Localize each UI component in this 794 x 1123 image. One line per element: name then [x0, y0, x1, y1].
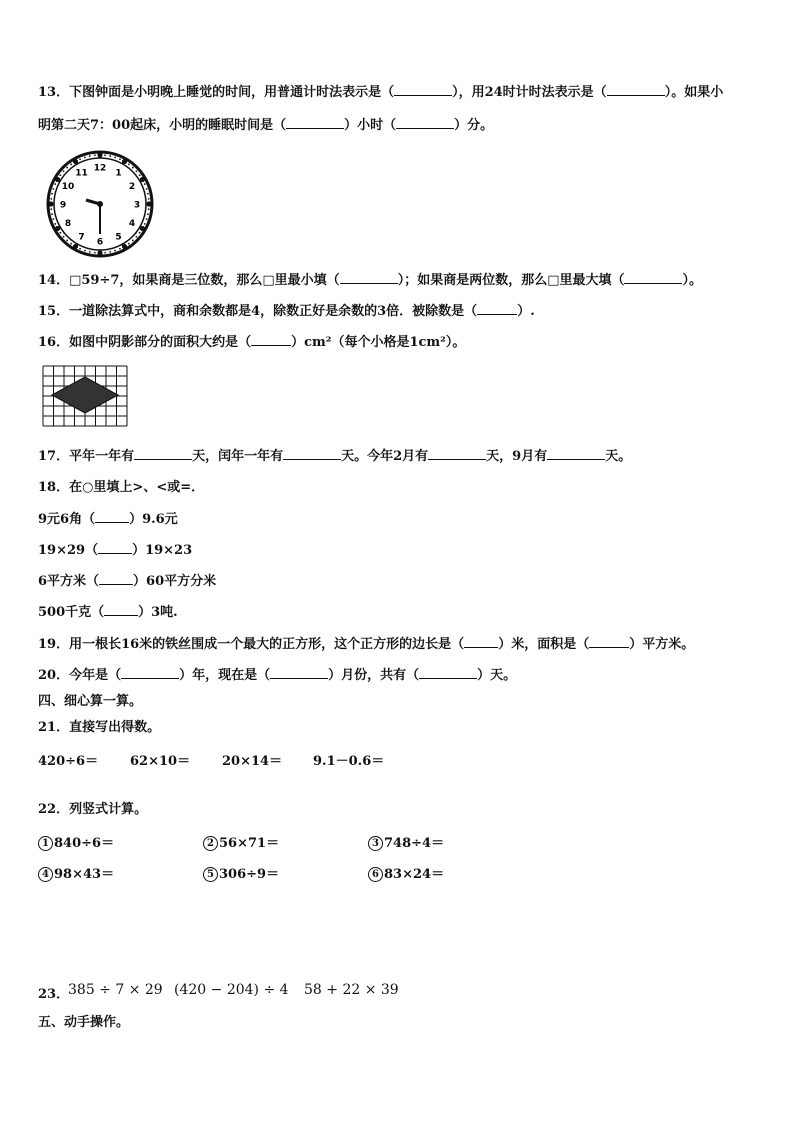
clock-hour-mark — [55, 226, 60, 231]
clock-hour-mark — [97, 152, 102, 157]
clock-minute-mark — [50, 198, 52, 200]
clock-minute-mark — [119, 248, 121, 250]
q20-line — [38, 666, 516, 685]
clock-minute-mark — [146, 188, 148, 190]
q22-item-2 — [203, 832, 279, 851]
clock-number: 1 — [115, 168, 122, 179]
clock-minute-mark — [132, 240, 134, 242]
q19-blank-area[interactable] — [589, 635, 629, 648]
q22-text-5: 306÷9＝ — [219, 867, 280, 882]
q19-text-a: 19．用一根长16米的铁丝围成一个最大的正方形，这个正方形的边长是（ — [38, 637, 465, 652]
q22-title: 22．列竖式计算。 — [38, 802, 148, 817]
clock-minute-mark — [114, 250, 116, 252]
grid-rhombus-figure — [40, 363, 130, 429]
q18-1-b: ）9.6元 — [129, 512, 178, 527]
q18-1-a: 9元6角（ — [38, 512, 96, 527]
clock-minute-mark — [136, 170, 138, 172]
q18-blank-4[interactable] — [104, 603, 138, 616]
q14-text-b: ）；如果商是两位数，那么□里最大填（ — [397, 273, 625, 288]
clock-minute-mark — [54, 183, 56, 185]
clock-number: 8 — [64, 219, 72, 229]
q13-text-a: 13．下图钟面是小明晚上睡觉的时间，用普通计时法表示是（ — [38, 85, 395, 100]
q22-text-6: 83×24＝ — [384, 867, 445, 882]
q18-blank-2[interactable] — [98, 541, 132, 554]
q19-blank-side[interactable] — [464, 635, 498, 648]
q22-num-5: 5 — [203, 867, 218, 882]
clock-minute-mark — [94, 154, 96, 156]
q21-item-2: 62×10＝ — [130, 754, 191, 769]
q20-text-d: ）天。 — [477, 668, 517, 683]
q22-num-4: 4 — [38, 867, 53, 882]
q23-item-1: 385 ÷ 7 × 29 — [68, 982, 163, 998]
q13-text-e: ）小时（ — [344, 118, 397, 133]
q15-line — [38, 302, 535, 321]
q14-text-a: 14．□59÷7，如果商是三位数，那么□里最小填（ — [38, 273, 340, 288]
q22-text-2: 56×71＝ — [219, 836, 280, 851]
q20-text-a: 20．今年是（ — [38, 668, 122, 683]
q13-line2 — [38, 116, 493, 135]
clock-hour-mark — [140, 226, 145, 231]
clock-minute-mark — [52, 188, 54, 190]
q13-text-f: ）分。 — [454, 118, 494, 133]
q13-blank-24h[interactable] — [607, 83, 665, 96]
q22-num-2: 2 — [203, 836, 218, 851]
q18-item-3 — [38, 572, 216, 591]
clock-minute-mark — [52, 218, 54, 220]
clock-hour-mark — [122, 159, 127, 164]
q18-3-b: ）60平方分米 — [133, 574, 217, 589]
q17-text-a: 17．平年一年有 — [38, 449, 135, 464]
clock-minute-mark — [59, 232, 61, 234]
clock-minute-mark — [128, 163, 130, 165]
q22-num-1: 1 — [38, 836, 53, 851]
q15-text-a: 15．一道除法算式中，商和余数都是4，除数正好是余数的3倍．被除数是（ — [38, 304, 478, 319]
clock-minute-mark — [63, 236, 65, 238]
q17-line — [38, 447, 631, 466]
clock-minute-mark — [66, 240, 68, 242]
clock-number: 9 — [59, 200, 67, 211]
q21-item-4: 9.1－0.6＝ — [313, 754, 385, 769]
q18-4-a: 500千克（ — [38, 605, 105, 620]
clock-minute-mark — [136, 236, 138, 238]
q17-blank-leap-year[interactable] — [283, 447, 341, 460]
q18-4-b: ）3吨. — [138, 605, 178, 620]
clock-minute-mark — [94, 252, 96, 254]
clock-hour-mark — [146, 201, 151, 206]
q22-item-6 — [368, 863, 444, 882]
clock-number: 11 — [75, 168, 88, 179]
q17-text-e: 天。 — [605, 449, 632, 464]
q21-item-1: 420÷6＝ — [38, 754, 99, 769]
clock-number: 3 — [133, 200, 141, 211]
clock-minute-mark — [63, 170, 65, 172]
q13-line1 — [38, 83, 723, 102]
clock-minute-mark — [139, 174, 141, 176]
clock-minute-mark — [89, 155, 91, 157]
q14-text-c: ）。 — [682, 273, 702, 288]
q22-num-6: 6 — [368, 867, 383, 882]
q21-item-3: 20×14＝ — [222, 754, 283, 769]
clock-hour-mark — [73, 244, 78, 249]
q18-item-1 — [38, 510, 178, 529]
q16-blank[interactable] — [251, 333, 291, 346]
clock-minute-mark — [79, 158, 81, 160]
q15-text-b: ）. — [517, 304, 535, 319]
clock-minute-mark — [147, 193, 149, 195]
clock-minute-mark — [54, 223, 56, 225]
q14-blank-min[interactable] — [340, 271, 398, 284]
q17-blank-sep[interactable] — [547, 447, 605, 460]
q23-item-2: (420 − 204) ÷ 4 — [174, 982, 289, 998]
clock-minute-mark — [132, 167, 134, 169]
clock-minute-mark — [147, 213, 149, 215]
q22-item-3 — [368, 832, 444, 851]
clock-hour-mark — [140, 177, 145, 182]
q17-text-b: 天，闰年一年有 — [192, 449, 284, 464]
clock-number: 5 — [115, 232, 122, 243]
clock-minute-mark — [144, 183, 146, 185]
clock-minute-mark — [51, 213, 53, 215]
clock-minute-mark — [79, 248, 81, 250]
clock-minute-mark — [139, 232, 141, 234]
q19-text-c: ）平方米。 — [629, 637, 695, 652]
q21-title: 21．直接写出得数。 — [38, 720, 161, 735]
clock-number: 6 — [96, 237, 104, 248]
q13-blank-12h[interactable] — [394, 83, 452, 96]
q16-text-a: 16．如图中阴影部分的面积大约是（ — [38, 335, 252, 350]
q13-blank-minutes[interactable] — [396, 116, 454, 129]
clock-hour-mark — [55, 177, 60, 182]
q22-item-5 — [203, 863, 279, 882]
q20-blank-month[interactable] — [270, 666, 328, 679]
q14-blank-max[interactable] — [624, 271, 682, 284]
clock-minute-mark — [148, 208, 150, 210]
clock-minute-mark — [84, 250, 86, 252]
clock-minute-mark — [50, 208, 52, 210]
clock-minute-mark — [89, 251, 91, 253]
clock-minute-mark — [109, 251, 111, 253]
clock-minute-mark — [104, 252, 106, 254]
q18-blank-1[interactable] — [95, 510, 129, 523]
clock-number: 2 — [128, 182, 136, 192]
q13-blank-hours[interactable] — [286, 116, 344, 129]
q18-2-b: ）19×23 — [132, 543, 193, 558]
q22-item-4 — [38, 863, 114, 882]
clock-minute-mark — [114, 156, 116, 158]
clock-number: 12 — [93, 163, 107, 174]
q19-line — [38, 635, 694, 654]
q20-text-b: ）年，现在是（ — [179, 668, 271, 683]
q20-blank-year[interactable] — [121, 666, 179, 679]
clock-minute-mark — [51, 193, 53, 195]
clock-minute-mark — [84, 156, 86, 158]
q13-text-d: 明第二天7：00起床，小明的睡眠时间是（ — [38, 118, 287, 133]
q18-blank-3[interactable] — [99, 572, 133, 585]
q18-title: 18．在○里填上>、<或=． — [38, 480, 205, 495]
q16-text-b: ）cm²（每个小格是1cm²）。 — [291, 335, 466, 350]
clock-hour-mark — [73, 159, 78, 164]
q16-line — [38, 333, 465, 352]
q13-text-b: ），用24时计时法表示是（ — [452, 85, 607, 100]
q18-item-2 — [38, 541, 192, 560]
q18-item-4 — [38, 603, 178, 622]
clock-minute-mark — [59, 174, 61, 176]
q19-text-b: ）米，面积是（ — [498, 637, 590, 652]
clock-minute-mark — [70, 163, 72, 165]
clock-number: 4 — [128, 219, 136, 229]
q23-label: 23． — [38, 987, 70, 1002]
q17-text-c: 天。今年2月有 — [341, 449, 429, 464]
clock-minute-mark — [146, 218, 148, 220]
clock-minute-mark — [104, 154, 106, 156]
q17-blank-feb[interactable] — [428, 447, 486, 460]
q22-item-1 — [38, 832, 114, 851]
q18-2-a: 19×29（ — [38, 543, 99, 558]
clock-hour-mark — [97, 250, 102, 255]
clock-number: 7 — [78, 232, 85, 243]
clock-hour-mark — [122, 244, 127, 249]
section-5-title: 五、动手操作。 — [38, 1015, 130, 1030]
clock-face — [44, 148, 156, 260]
clock-hour-mark — [48, 201, 53, 206]
q15-blank[interactable] — [477, 302, 517, 315]
clock-minute-mark — [70, 243, 72, 245]
q22-num-3: 3 — [368, 836, 383, 851]
q14-line — [38, 271, 702, 290]
clock-minute-mark — [66, 167, 68, 169]
clock-minute-mark — [148, 198, 150, 200]
clock-minute-mark — [144, 223, 146, 225]
q22-text-3: 748÷4＝ — [384, 836, 445, 851]
q20-blank-days[interactable] — [419, 666, 477, 679]
q20-text-c: ）月份，共有（ — [328, 668, 420, 683]
section-4-title: 四、细心算一算。 — [38, 694, 143, 709]
clock-minute-mark — [109, 155, 111, 157]
q23-item-3: 58 + 22 × 39 — [304, 982, 399, 998]
clock-minute-mark — [119, 158, 121, 160]
q17-text-d: 天，9月有 — [486, 449, 548, 464]
clock-number: 10 — [61, 182, 75, 192]
clock-minute-mark — [128, 243, 130, 245]
q13-text-c: ）。如果小 — [664, 85, 724, 100]
q18-3-a: 6平方米（ — [38, 574, 100, 589]
q17-blank-common-year[interactable] — [134, 447, 192, 460]
q22-text-1: 840÷6＝ — [54, 836, 115, 851]
q22-text-4: 98×43＝ — [54, 867, 115, 882]
